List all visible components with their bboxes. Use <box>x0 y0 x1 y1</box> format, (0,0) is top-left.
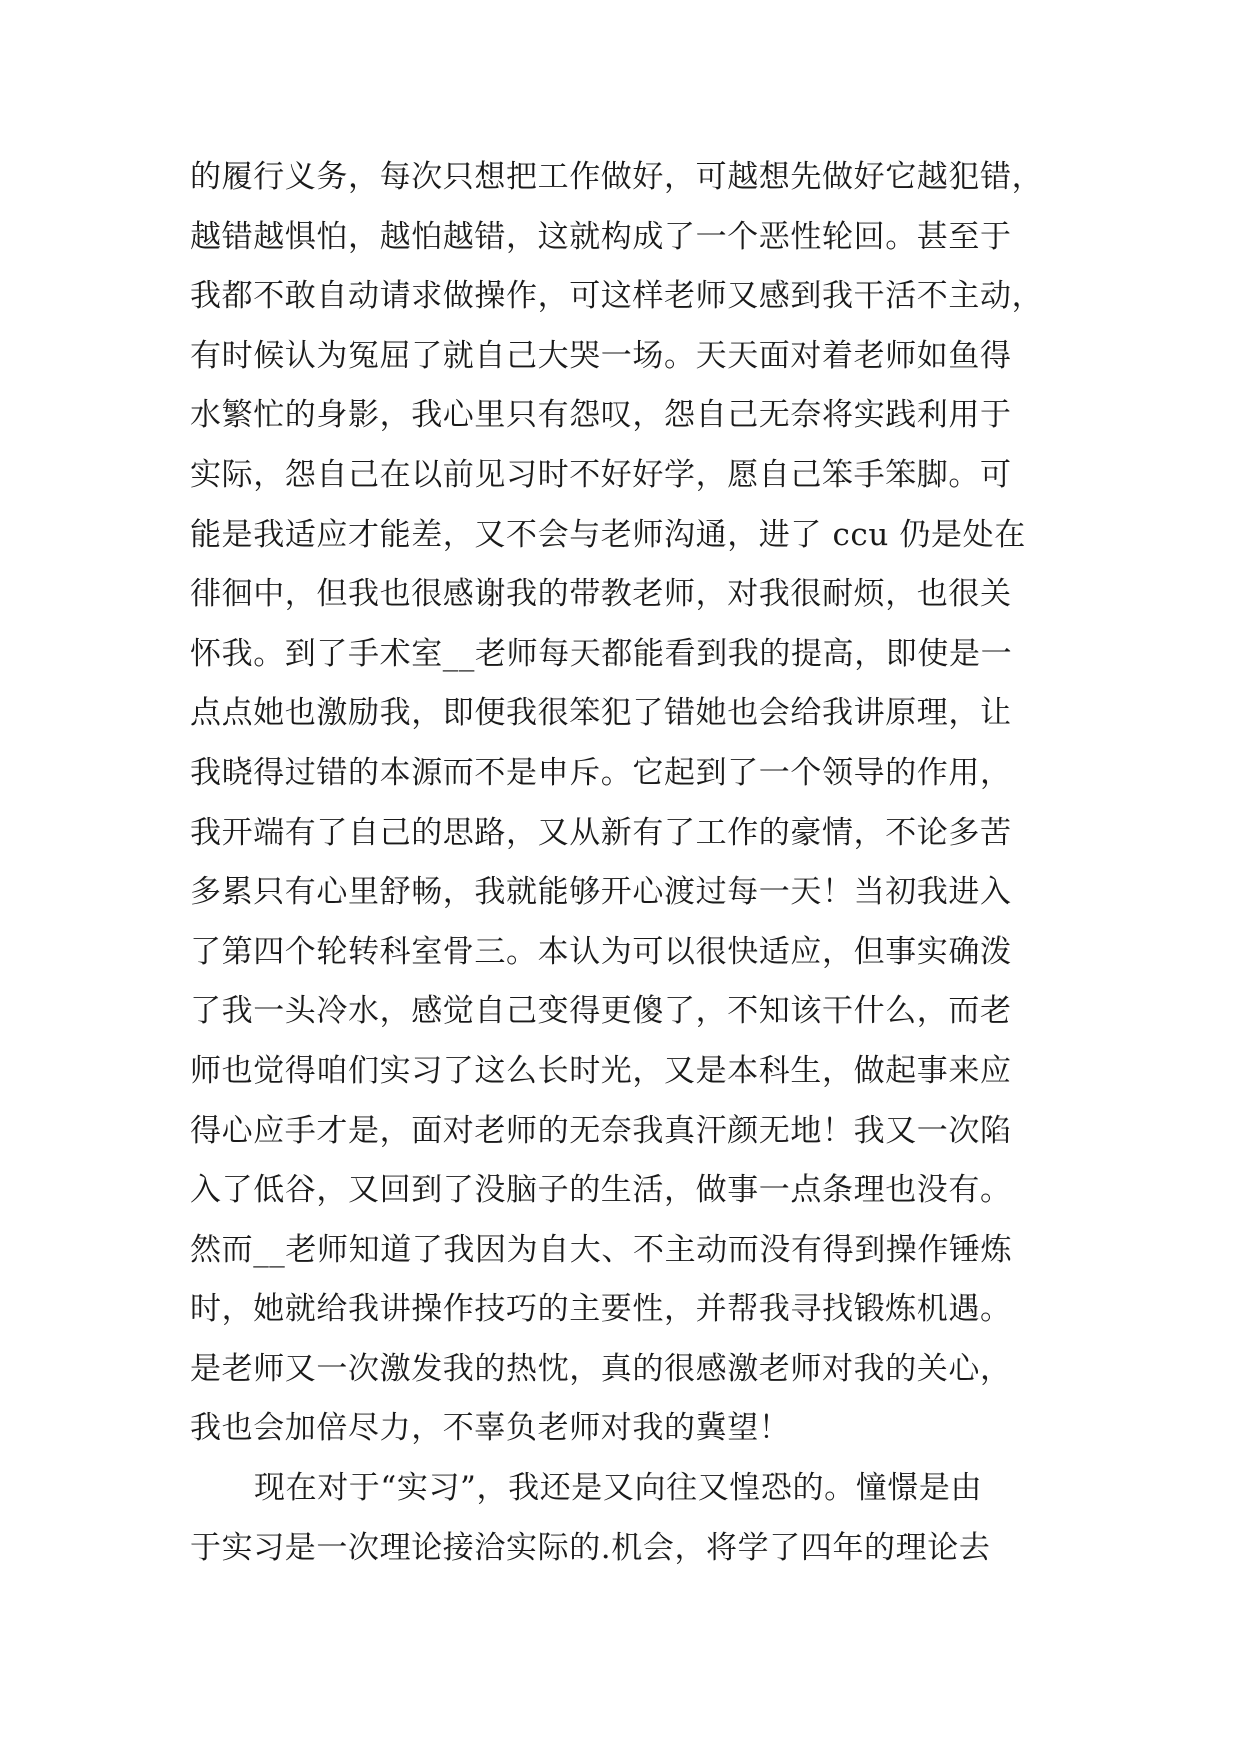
text-line: 能是我适应才能差，又不会与老师沟通，进了 ccu 仍是处在 <box>190 516 1026 553</box>
paragraph-first-line: 现在对于“实习”，我还是又向往又惶恐的。憧憬是由 <box>254 1470 983 1507</box>
text-line: 水繁忙的身影，我心里只有怨叹，怨自己无奈将实践利用于 <box>190 397 1012 434</box>
text-line: 我也会加倍尽力，不辜负老师对我的冀望！ <box>190 1410 791 1447</box>
text-line: 点点她也激励我，即便我很笨犯了错她也会给我讲原理，让 <box>190 695 1012 732</box>
text-line: 有时候认为冤屈了就自己大哭一场。天天面对着老师如鱼得 <box>190 337 1012 374</box>
text-line: 了第四个轮转科室骨三。本认为可以很快适应，但事实确泼 <box>190 933 1012 970</box>
body-text <box>190 148 1060 1578</box>
text-line: 是老师又一次激发我的热忱，真的很感激老师对我的关心， <box>190 1350 1012 1387</box>
text-line: 的履行义务，每次只想把工作做好，可越想先做好它越犯错， <box>190 159 1044 195</box>
text-line: 入了低谷，又回到了没脑子的生活，做事一点条理也没有。 <box>190 1172 1012 1209</box>
text-line: 了我一头冷水，感觉自己变得更傻了，不知该干什么，而老 <box>190 993 1012 1030</box>
text-line: 怀我。到了手术室__老师每天都能看到我的提高，即使是一 <box>190 635 1013 672</box>
text-line: 我开端有了自己的思路，又从新有了工作的豪情，不论多苦 <box>190 814 1012 851</box>
text-line: 得心应手才是，面对老师的无奈我真汗颜无地！我又一次陷 <box>190 1112 1012 1149</box>
text-line: 越错越惧怕，越怕越错，这就构成了一个恶性轮回。甚至于 <box>190 218 1012 255</box>
text-line: 多累只有心里舒畅，我就能够开心渡过每一天！当初我进入 <box>190 874 1012 911</box>
text-line: 徘徊中，但我也很感谢我的带教老师，对我很耐烦，也很关 <box>190 576 1012 613</box>
text-line: 师也觉得咱们实习了这么长时光，又是本科生，做起事来应 <box>190 1052 1012 1089</box>
text-line: 然而__老师知道了我因为自大、不主动而没有得到操作锤炼 <box>190 1231 1013 1268</box>
text-line: 我晓得过错的本源而不是申斥。它起到了一个领导的作用， <box>190 754 1012 791</box>
text-line: 我都不敢自动请求做操作，可这样老师又感到我干活不主动， <box>190 278 1044 315</box>
text-line: 于实习是一次理论接洽实际的.机会，将学了四年的理论去 <box>190 1529 991 1566</box>
text-line: 时，她就给我讲操作技巧的主要性，并帮我寻找锻炼机遇。 <box>190 1291 1012 1328</box>
text-line: 实际，怨自己在以前见习时不好好学，愿自己笨手笨脚。可 <box>190 456 1012 493</box>
